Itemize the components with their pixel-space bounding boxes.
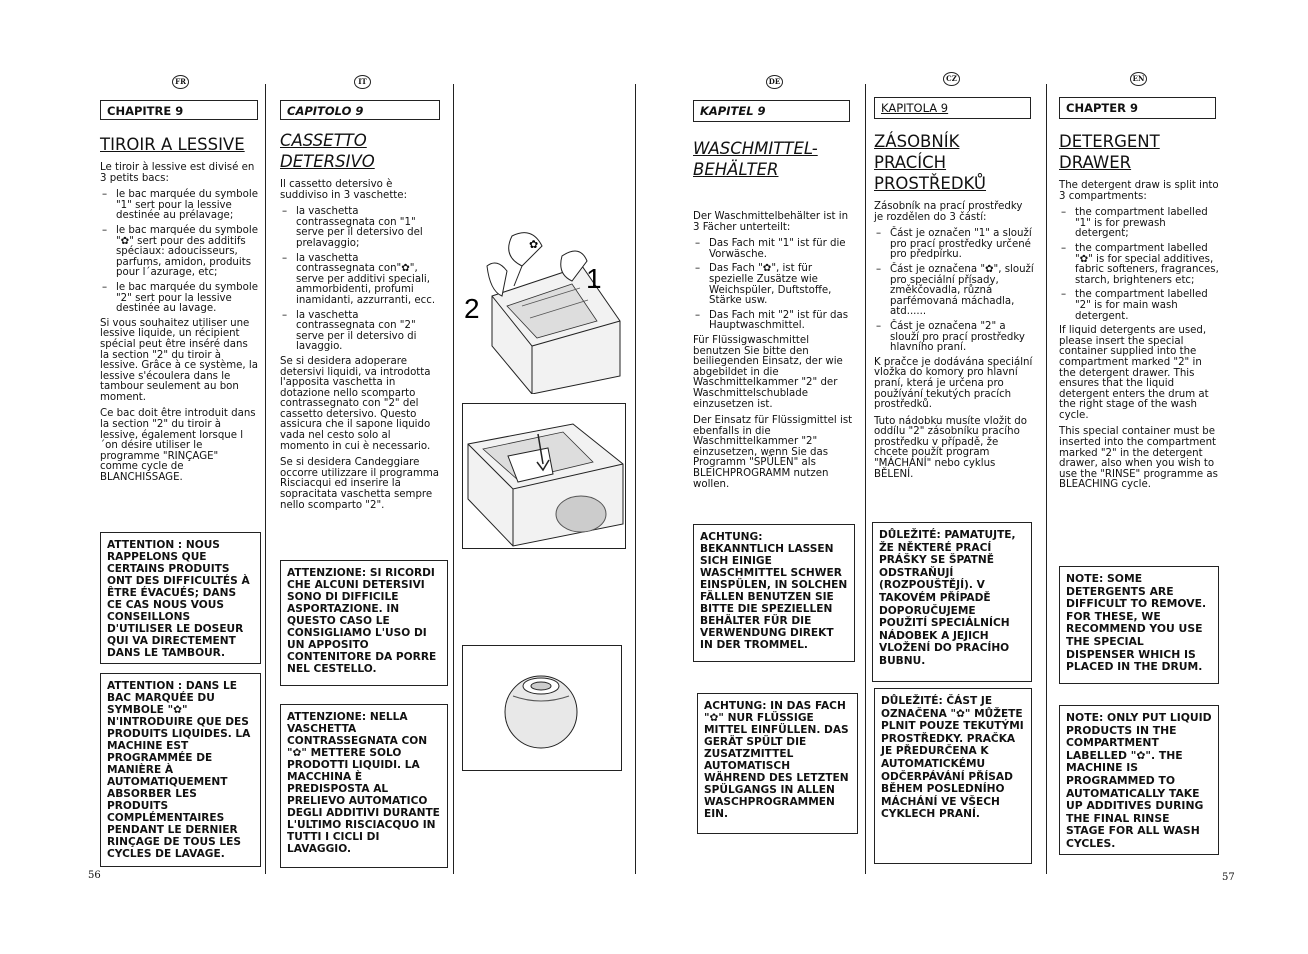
list-item: – le bac marquée du symbole "✿" sert pour des additifs spéciaux: adoucisseurs, parfums, amidon, produits pour l´azurage, etc; xyxy=(100,226,258,279)
paragraph: Für Flüssigwaschmittel benutzen Sie bitte den beiliegenden Einsatz, der wie abgebildet in die Waschmittelkammer "2" der Waschmittelschublade einzusetzen ist. xyxy=(693,334,843,410)
warning-box: ATTENTION : NOUS RAPPELONS QUE CERTAINS PRODUITS ONT DES DIFFICULTÉS À ÊTRE ÉVACUÉS; DANS CE CAS NOUS VOUS CONSEILLONS D'UTILISER LE DOSEUR QUI VA DIRECTEMENT DANS LE TAMBOUR. xyxy=(100,532,261,664)
intro-text: Zásobník na prací prostředky je rozdělen do 3 částí: xyxy=(874,201,1023,223)
warning-box: ACHTUNG: IN DAS FACH "✿" NUR FLÜSSIGE MITTEL EINFÜLLEN. DAS GERÄT SPÜLT DIE ZUSATZMITTEL AUTOMATISCH WÄHREND DES LETZTEN SPÜLGANGS IN ALLEN WASCHPROGRAMMEN EIN. xyxy=(697,693,858,834)
list-item: – Das Fach "✿", ist für spezielle Zusätze wie Weichspüler, Duftstoffe, Stärke usw. xyxy=(693,264,856,306)
list-item: – Část je označena "2" a slouží pro prací prostředky hlavního praní. xyxy=(874,322,1034,354)
chapter-heading: KAPITOLA 9 xyxy=(874,97,1031,119)
body-text xyxy=(280,180,440,511)
intro-text: Der Waschmittelbehälter ist in 3 Fächer unterteilt: xyxy=(693,211,849,233)
column-it xyxy=(280,100,440,517)
list-item: – the compartment labelled "1" is for prewash detergent; xyxy=(1059,208,1219,240)
list-item: – la vaschetta contrassegnata con "1" serve per il detersivo del prelavaggio; xyxy=(280,207,440,249)
page-number-right: 57 xyxy=(1222,872,1235,883)
language-badge-it: IT xyxy=(354,75,371,89)
column-divider xyxy=(1046,84,1047,874)
list-item: – the compartment labelled "✿" is for special additives, fabric softeners, fragrances, starch, brighteners etc; xyxy=(1059,244,1219,286)
drawer-illustration-2 xyxy=(462,403,626,549)
column-fr xyxy=(100,100,258,490)
list-item: – Část je označena "✿", slouží pro speciální přísady, změkčovadla, různá parfémovaná máchadla, atd...... xyxy=(874,265,1034,318)
paragraph: Se si desidera Candeggiare occorre utilizzare il programma Risciacqui ed inserire la sopracitata vaschetta sempre nello scomparto "2". xyxy=(280,457,440,511)
intro-text: Le tiroir à lessive est divisé en 3 petits bacs: xyxy=(100,162,255,184)
paragraph: If liquid detergents are used, please insert the special container supplied into the compartment marked "2" in the detergent drawer. This ensures that the liquid detergent enters the drum at the right stage of the wash cycle. xyxy=(1059,325,1209,421)
warning-box: ATTENTION : DANS LE BAC MARQUÉE DU SYMBOLE "✿" N'INTRODUIRE QUE DES PRODUITS LIQUIDES. LA MACHINE EST PROGRAMMÉE DE MANIÈRE À AUTOMATIQUEMENT ABSORBER LES PRODUITS COMPLÉMENTAIRES PENDANT LE DERNIER RINÇAGE DE TOUS LES CYCLES DE LAVAGE. xyxy=(100,673,261,867)
column-divider xyxy=(265,84,266,874)
paragraph: Der Einsatz für Flüssigmittel ist ebenfalls in die Waschmittelkammer "2" einzusetzen, wenn Sie das Programm "SPÜLEN" als BLEICHPROGRAMM nutzen wollen. xyxy=(693,415,853,490)
svg-text:✿: ✿ xyxy=(529,238,539,251)
section-title: TIROIR A LESSIVE xyxy=(100,135,245,154)
column-en xyxy=(1059,97,1219,497)
liquid-container-diagram-icon xyxy=(463,404,625,548)
column-divider xyxy=(865,84,866,874)
list-item: – la vaschetta contrassegnata con "2" serve per il detersivo di lavaggio. xyxy=(280,311,440,353)
language-badge-en: EN xyxy=(1130,72,1147,86)
language-badge-fr: FR xyxy=(172,75,189,89)
drawer-illustration-1 xyxy=(462,226,626,394)
list-item: – the compartment labelled "2" is for main wash detergent. xyxy=(1059,290,1219,322)
dispenser-ball-icon xyxy=(463,646,621,770)
warning-box: NOTE: ONLY PUT LIQUID PRODUCTS IN THE COMPARTMENT LABELLED "✿". THE MACHINE IS PROGRAMMED TO AUTOMATICALLY TAKE UP ADDITIVES DURING THE FINAL RINSE STAGE FOR ALL WASH CYCLES. xyxy=(1059,705,1219,855)
list-item: – Část je označen "1" a slouží pro prací prostředky určené pro předpírku. xyxy=(874,229,1034,261)
section-title: CASSETTO DETERSIVO xyxy=(280,131,375,171)
paragraph: Si vous souhaitez utiliser une lessive liquide, un récipient spécial peut être inséré dans la section "2" du tiroir à lessive. Grâce à ce système, la lessive s'écoulera dans le tambour seulement au bon moment. xyxy=(100,317,258,403)
warning-box: DŮLEŽITÉ: PAMATUJTE, ŽE NĚKTERÉ PRACÍ PRÁŠKY SE ŠPATNĚ ODSTRAŇUJÍ (ROZPOUŠTĚJÍ). V TAKOVÉM PŘÍPADĚ DOPORUČUJEME POUŽITÍ SPECIÁLNÍCH NÁDOBEK A JEJICH VLOŽENÍ DO PRACÍHO BUBNU. xyxy=(872,522,1032,682)
paragraph: K pračce je dodávána speciální vložka do komory pro hlavní praní, která je určena pro používání tekutých pracích prostředků. xyxy=(874,356,1033,411)
chapter-heading: CHAPITRE 9 xyxy=(100,100,258,120)
column-de xyxy=(693,100,856,496)
compartment-label-2: 2 xyxy=(464,293,480,324)
column-cz xyxy=(874,97,1034,486)
body-text xyxy=(693,212,856,490)
chapter-heading: KAPITEL 9 xyxy=(693,100,850,122)
intro-text: The detergent draw is split into 3 compartments: xyxy=(1059,180,1219,202)
drawer-diagram-icon xyxy=(462,226,626,394)
warning-box: ACHTUNG: BEKANNTLICH LASSEN SICH EINIGE WASCHMITTEL SCHWER EINSPÜLEN, IN SOLCHEN FÄLLEN BENUTZEN SIE BITTE DIE SPEZIELLEN BEHÄLTER FÜR DIE VERWENDUNG DIREKT IN DER TROMMEL. xyxy=(693,524,855,662)
warning-box: ATTENZIONE: SI RICORDI CHE ALCUNI DETERSIVI SONO DI DIFFICILE ASPORTAZIONE. IN QUESTO CASO LE CONSIGLIAMO L'USO DI UN APPOSITO CONTENITORE DA PORRE NEL CESTELLO. xyxy=(280,560,448,686)
paragraph: Tuto nádobku musíte vložit do oddílu "2" zásobníku pracího prostředku v případě, že chcete použít program "MÁCHÁNÍ" nebo cyklus BĚLENÍ. xyxy=(874,415,1027,480)
warning-box: NOTE: SOME DETERGENTS ARE DIFFICULT TO REMOVE. FOR THESE, WE RECOMMEND YOU USE THE SPECIAL DISPENSER WHICH IS PLACED IN THE DRUM. xyxy=(1059,566,1219,684)
language-badge-cz: CZ xyxy=(943,72,960,86)
warning-box: DŮLEŽITÉ: ČÁST JE OZNAČENA "✿" MŮŽETE PLNIT POUZE TEKUTÝMI PROSTŘEDKY. PRAČKA JE PŘEDURČENA K AUTOMATICKÉMU ODČERPÁVÁNÍ PŘÍSAD BĚHEM POSLEDNÍHO MÁCHÁNÍ VE VŠECH CYKLECH PRANÍ. xyxy=(874,688,1032,864)
intro-text: Il cassetto detersivo è suddiviso in 3 vaschette: xyxy=(280,179,408,201)
page-number-left: 56 xyxy=(88,870,101,881)
body-text xyxy=(100,163,258,484)
section-title: WASCHMITTEL-BEHÄLTER xyxy=(693,139,818,179)
paragraph: Se si desidera adoperare detersivi liquidi, va introdotta l'apposita vaschetta in dotazione nello scomparto contrassegnato con "2" del cassetto detersivo. Questo assicura che il sapone liquido vada nel cesto solo al momento in cui è necessario. xyxy=(280,355,431,452)
list-item: – le bac marquée du symbole "2" sert pour la lessive destinée au lavage. xyxy=(100,283,258,315)
list-item: – Das Fach mit "1" ist für die Vorwäsche. xyxy=(693,239,856,260)
body-text xyxy=(874,202,1034,480)
list-item: – le bac marquée du symbole "1" sert pour la lessive destinée au prélavage; xyxy=(100,190,258,222)
body-text xyxy=(1059,181,1219,491)
column-divider xyxy=(453,84,454,874)
paragraph: This special container must be inserted into the compartment marked "2" in the detergent drawer, also when you wish to use the "RINSE" programme as BLEACHING cycle. xyxy=(1059,426,1218,491)
section-title: DETERGENT DRAWER xyxy=(1059,132,1160,172)
language-badge-de: DE xyxy=(766,75,783,89)
section-title: ZÁSOBNÍK PRACÍCH PROSTŘEDKŮ xyxy=(874,132,987,193)
column-divider xyxy=(635,84,636,874)
chapter-heading: CHAPTER 9 xyxy=(1059,97,1216,119)
compartment-label-1: 1 xyxy=(586,263,602,294)
list-item: – Das Fach mit "2" ist für das Hauptwaschmittel. xyxy=(693,311,856,332)
drum-dispenser-illustration xyxy=(462,645,622,771)
list-item: – la vaschetta contrassegnata con"✿", serve per additivi speciali, ammorbidenti, profumi inamidanti, azzurranti, ecc. xyxy=(280,254,440,307)
warning-box: ATTENZIONE: NELLA VASCHETTA CONTRASSEGNATA CON "✿" METTERE SOLO PRODOTTI LIQUIDI. LA MACCHINA È PREDISPOSTA AL PRELIEVO AUTOMATICO DEGLI ADDITIVI DURANTE L'ULTIMO RISCIACQUO IN TUTTI I CICLI DI LAVAGGIO. xyxy=(280,704,448,868)
paragraph: Ce bac doit être introduit dans la section "2" du tiroir à lessive, également lorsque l´on désire utiliser le programme "RINÇAGE" comme cycle de BLANCHISSAGE. xyxy=(100,408,256,484)
chapter-heading: CAPITOLO 9 xyxy=(280,100,440,120)
